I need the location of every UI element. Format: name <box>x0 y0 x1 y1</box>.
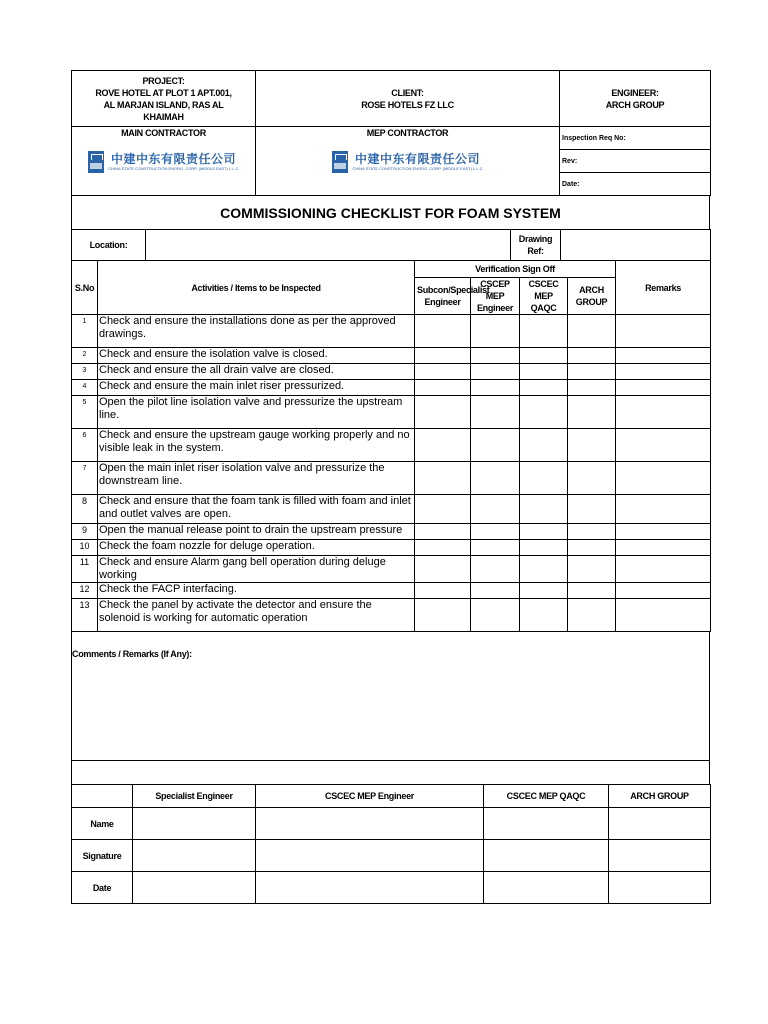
signoff-cell[interactable] <box>616 556 711 583</box>
signoff-cell[interactable] <box>520 556 568 583</box>
item-number: 2 <box>72 348 98 364</box>
item-number: 3 <box>72 364 98 380</box>
signoff-cell[interactable] <box>520 364 568 380</box>
date-label: Date: <box>562 180 580 188</box>
signoff-cell[interactable] <box>520 396 568 429</box>
item-text: Check and ensure the main inlet riser pressurized. <box>98 380 415 396</box>
signoff-field[interactable] <box>484 872 609 904</box>
date-cell <box>560 173 711 196</box>
engineer-name: ARCH GROUP <box>605 99 665 110</box>
mep-contractor-logo <box>258 151 557 173</box>
signoff-cell[interactable] <box>568 429 616 462</box>
checklist-row <box>72 495 711 524</box>
item-text: Check the FACP interfacing. <box>98 583 415 599</box>
signoff-col-cscec-engineer: CSCEC MEP Engineer <box>256 785 484 808</box>
item-text: Check and ensure the installations done as per the approved drawings. <box>98 315 415 348</box>
signoff-field[interactable] <box>609 840 711 872</box>
checklist-sheet <box>71 70 710 904</box>
item-number: 6 <box>72 429 98 462</box>
item-number: 9 <box>72 524 98 540</box>
logo-chinese-text: 中建中东有限责任公司 <box>354 152 480 166</box>
project-label: PROJECT: <box>142 75 185 86</box>
item-text: Open the main inlet riser isolation valve and pressurize the downstream line. <box>98 462 415 495</box>
item-text: Check and ensure the all drain valve are closed. <box>98 364 415 380</box>
item-number: 4 <box>72 380 98 396</box>
signoff-cell[interactable] <box>520 315 568 348</box>
checklist-row <box>72 315 711 348</box>
signoff-cell[interactable] <box>520 524 568 540</box>
item-number: 13 <box>72 599 98 632</box>
main-contractor-label: MAIN CONTRACTOR <box>121 128 206 138</box>
signoff-cell[interactable] <box>616 540 711 556</box>
item-number: 1 <box>72 315 98 348</box>
signoff-cell[interactable] <box>616 495 711 524</box>
signoff-field[interactable] <box>256 872 484 904</box>
main-contractor-logo <box>74 151 253 173</box>
signoff-cell[interactable] <box>415 396 471 429</box>
cscec-logo-icon <box>332 151 348 173</box>
signoff-cell[interactable] <box>616 599 711 632</box>
subcon-header: Subcon/Specialist Engineer <box>415 278 471 315</box>
signoff-field[interactable] <box>484 808 609 840</box>
signoff-cell[interactable] <box>415 556 471 583</box>
signoff-cell[interactable] <box>520 583 568 599</box>
signoff-cell[interactable] <box>616 348 711 364</box>
spacer-row <box>72 761 710 785</box>
signoff-cell[interactable] <box>568 348 616 364</box>
logo-english-text: CHINA STATE CONSTRUCTION ENGRG. CORP. (MIDDLE EAST) L.L.C <box>352 166 483 171</box>
client-cell <box>256 71 560 127</box>
signoff-cell[interactable] <box>520 380 568 396</box>
signoff-field[interactable] <box>133 872 256 904</box>
signoff-cell[interactable] <box>568 524 616 540</box>
signoff-cell[interactable] <box>520 599 568 632</box>
signoff-cell[interactable] <box>415 429 471 462</box>
engineer-label: ENGINEER: <box>611 87 659 98</box>
checklist-row <box>72 380 711 396</box>
signoff-cell[interactable] <box>471 524 520 540</box>
item-text: Check and ensure Alarm gang bell operation during deluge working <box>98 556 415 583</box>
signoff-cell[interactable] <box>520 540 568 556</box>
signoff-cell[interactable] <box>568 396 616 429</box>
signoff-cell[interactable] <box>471 364 520 380</box>
item-number: 11 <box>72 556 98 583</box>
comments-table <box>71 631 710 785</box>
comments-cell[interactable] <box>72 632 710 761</box>
project-cell <box>72 71 256 127</box>
project-line-1: ROVE HOTEL AT PLOT 1 APT.001, <box>95 87 232 98</box>
inspection-req-label: Inspection Req No: <box>562 134 626 142</box>
checklist-row <box>72 348 711 364</box>
checklist-row <box>72 396 711 429</box>
checklist-items <box>72 315 711 632</box>
signoff-cell[interactable] <box>471 495 520 524</box>
mep-contractor-label: MEP CONTRACTOR <box>366 128 449 138</box>
signoff-cell[interactable] <box>471 396 520 429</box>
signoff-cell[interactable] <box>471 348 520 364</box>
signoff-cell[interactable] <box>471 429 520 462</box>
cscep-mep-header: CSCEP MEP Engineer <box>471 278 520 315</box>
checklist-row <box>72 540 711 556</box>
project-line-3: KHAIMAH <box>143 111 184 122</box>
checklist-row <box>72 583 711 599</box>
header-table <box>71 70 711 127</box>
checklist-row <box>72 524 711 540</box>
project-line-2: AL MARJAN ISLAND, RAS AL <box>103 99 224 110</box>
checklist-row <box>72 364 711 380</box>
item-text: Check the foam nozzle for deluge operation. <box>98 540 415 556</box>
signoff-cell[interactable] <box>616 315 711 348</box>
checklist-table <box>71 260 711 632</box>
sno-header: S.No <box>72 261 98 315</box>
signoff-cell[interactable] <box>415 524 471 540</box>
signoff-field[interactable] <box>609 872 711 904</box>
signoff-cell[interactable] <box>471 599 520 632</box>
item-text: Open the pilot line isolation valve and pressurize the upstream line. <box>98 396 415 429</box>
signoff-cell[interactable] <box>616 462 711 495</box>
drawing-ref-label: Drawing Ref: <box>511 230 561 261</box>
signoff-cell[interactable] <box>568 540 616 556</box>
logo-english-text: CHINA STATE CONSTRUCTION ENGRG. CORP. (MIDDLE EAST) L.L.C <box>108 166 239 171</box>
rev-label: Rev: <box>562 157 578 165</box>
checklist-row <box>72 599 711 632</box>
signoff-col-arch-group: ARCH GROUP <box>609 785 711 808</box>
item-number: 10 <box>72 540 98 556</box>
signoff-row-date: Date <box>72 872 133 904</box>
item-text: Check and ensure the upstream gauge working properly and no visible leak in the system. <box>98 429 415 462</box>
signoff-row-signature: Signature <box>72 840 133 872</box>
signoff-cell[interactable] <box>568 583 616 599</box>
signoff-cell[interactable] <box>415 583 471 599</box>
signoff-cell[interactable] <box>616 364 711 380</box>
signoff-col-specialist: Specialist Engineer <box>133 785 256 808</box>
item-text: Check and ensure that the foam tank is filled with foam and inlet and outlet valves are open. <box>98 495 415 524</box>
activities-header: Activities / Items to be Inspected <box>98 261 415 315</box>
arch-group-header: ARCH GROUP <box>568 278 616 315</box>
signoff-field[interactable] <box>484 840 609 872</box>
signoff-cell[interactable] <box>568 315 616 348</box>
location-label: Location: <box>72 230 146 261</box>
signoff-cell[interactable] <box>415 495 471 524</box>
document-title: COMMISSIONING CHECKLIST FOR FOAM SYSTEM <box>72 196 710 230</box>
signoff-cell[interactable] <box>616 396 711 429</box>
signoff-cell[interactable] <box>616 583 711 599</box>
engineer-cell <box>560 71 711 127</box>
signoff-cell[interactable] <box>568 495 616 524</box>
item-text: Check and ensure the isolation valve is closed. <box>98 348 415 364</box>
signoff-cell[interactable] <box>415 348 471 364</box>
signoff-field[interactable] <box>609 808 711 840</box>
signoff-field[interactable] <box>256 808 484 840</box>
item-number: 8 <box>72 495 98 524</box>
logo-chinese-text: 中建中东有限责任公司 <box>110 152 236 166</box>
signoff-cell[interactable] <box>520 429 568 462</box>
title-table <box>71 195 710 230</box>
item-number: 12 <box>72 583 98 599</box>
signoff-cell[interactable] <box>520 348 568 364</box>
signoff-cell[interactable] <box>520 462 568 495</box>
verification-header: Verification Sign Off <box>415 261 616 278</box>
signoff-cell[interactable] <box>471 556 520 583</box>
checklist-row <box>72 462 711 495</box>
checklist-row <box>72 429 711 462</box>
signoff-cell[interactable] <box>415 462 471 495</box>
signoff-cell[interactable] <box>616 429 711 462</box>
cscec-logo-icon <box>88 151 104 173</box>
signoff-table <box>71 784 711 904</box>
comments-label: Comments / Remarks (If Any): <box>72 649 192 659</box>
signoff-cell[interactable] <box>616 380 711 396</box>
signoff-cell[interactable] <box>415 315 471 348</box>
signoff-cell[interactable] <box>520 495 568 524</box>
cscec-qaqc-header: CSCEC MEP QAQC <box>520 278 568 315</box>
signoff-corner <box>72 785 133 808</box>
rev-cell <box>560 150 711 173</box>
inspection-req-cell <box>560 127 711 150</box>
signoff-cell[interactable] <box>471 315 520 348</box>
signoff-cell[interactable] <box>471 583 520 599</box>
item-text: Check the panel by activate the detector and ensure the solenoid is working for automatic operation <box>98 599 415 632</box>
signoff-col-cscec-qaqc: CSCEC MEP QAQC <box>484 785 609 808</box>
item-number: 5 <box>72 396 98 429</box>
item-text: Open the manual release point to drain the upstream pressure <box>98 524 415 540</box>
signoff-field[interactable] <box>133 808 256 840</box>
signoff-cell[interactable] <box>415 380 471 396</box>
item-number: 7 <box>72 462 98 495</box>
checklist-row <box>72 556 711 583</box>
remarks-header: Remarks <box>616 261 711 315</box>
signoff-cell[interactable] <box>471 462 520 495</box>
signoff-cell[interactable] <box>568 380 616 396</box>
signoff-cell[interactable] <box>471 540 520 556</box>
drawing-ref-field[interactable] <box>561 230 711 261</box>
location-field[interactable] <box>146 230 511 261</box>
mep-contractor-cell <box>256 127 560 196</box>
contractor-table <box>71 126 711 196</box>
signoff-cell[interactable] <box>415 364 471 380</box>
signoff-cell[interactable] <box>568 599 616 632</box>
signoff-cell[interactable] <box>616 524 711 540</box>
signoff-row-name: Name <box>72 808 133 840</box>
client-label: CLIENT: <box>391 87 424 98</box>
signoff-field[interactable] <box>256 840 484 872</box>
signoff-cell[interactable] <box>415 540 471 556</box>
signoff-field[interactable] <box>133 840 256 872</box>
signoff-cell[interactable] <box>568 462 616 495</box>
main-contractor-cell <box>72 127 256 196</box>
client-name: ROSE HOTELS FZ LLC <box>361 99 454 110</box>
signoff-cell[interactable] <box>568 364 616 380</box>
signoff-cell[interactable] <box>471 380 520 396</box>
signoff-cell[interactable] <box>568 556 616 583</box>
signoff-cell[interactable] <box>415 599 471 632</box>
location-table <box>71 229 711 261</box>
